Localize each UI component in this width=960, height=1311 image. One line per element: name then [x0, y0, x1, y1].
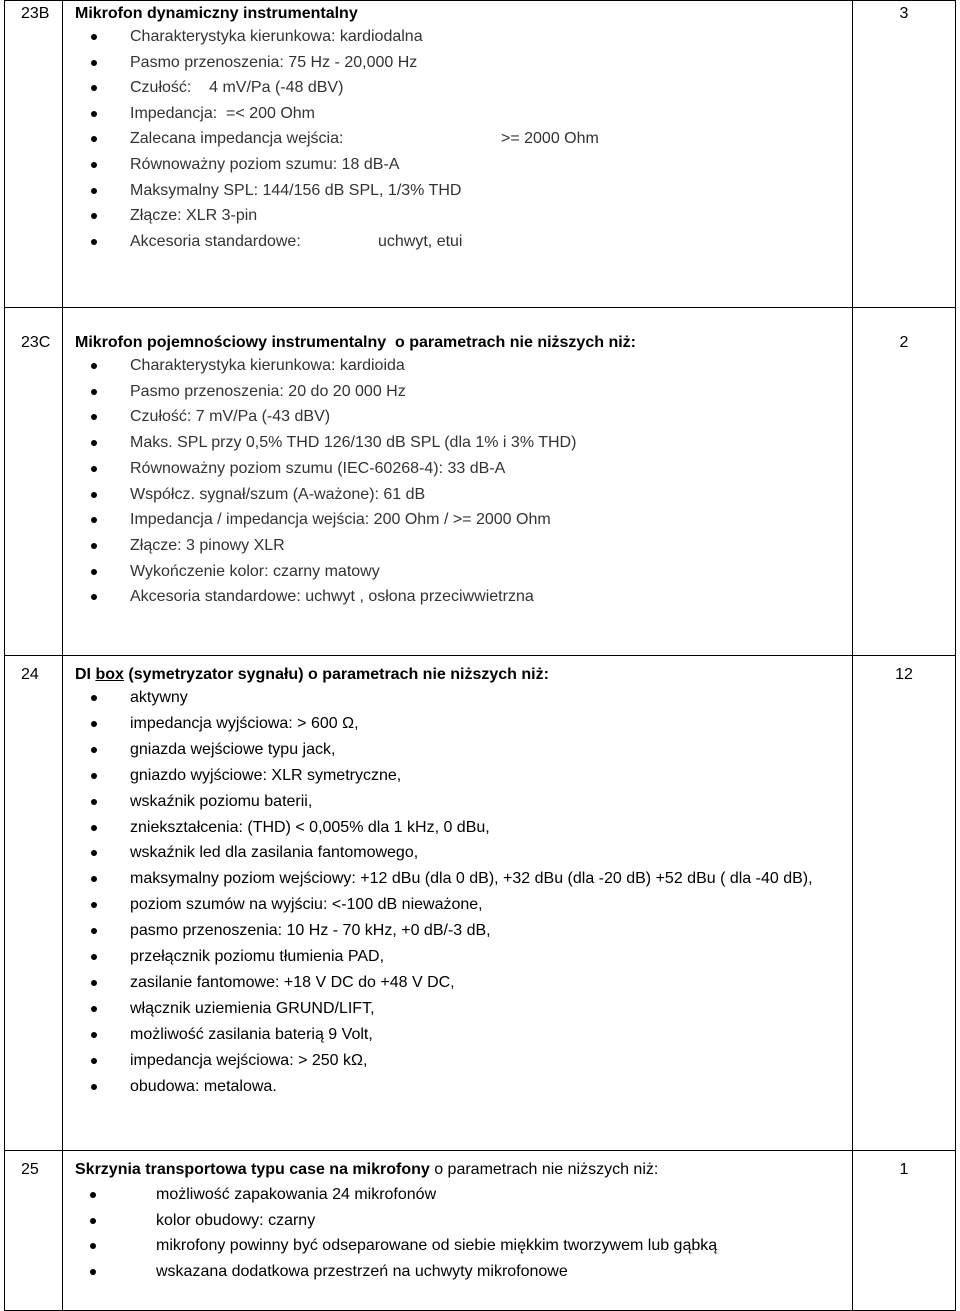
parameter-item: Maks. SPL przy 0,5% THD 126/130 dB SPL (dla 1% i 3% THD) — [130, 430, 852, 456]
item-description-cell — [63, 308, 853, 656]
parameter-list — [130, 685, 852, 1100]
parameter-item: aktywny — [130, 685, 852, 711]
parameter-item: zasilanie fantomowe: +18 V DC do +48 V DC, — [130, 970, 852, 996]
quantity-cell — [853, 1151, 956, 1311]
quantity-cell — [853, 308, 956, 656]
parameter-item: Złącze: XLR 3-pin — [130, 203, 852, 229]
parameter-item: impedancja wyjściowa: > 600 Ω, — [130, 711, 852, 737]
parameter-item: maksymalny poziom wejściowy: +12 dBu (dla 0 dB), +32 dBu (dla -20 dB) +52 dBu ( dla -40 dB), — [130, 866, 856, 892]
parameter-value: uchwyt, etui — [378, 232, 463, 250]
table-row — [5, 308, 956, 656]
parameter-item: możliwość zasilania baterią 9 Volt, — [130, 1022, 852, 1048]
parameter-item: kolor obudowy: czarny — [156, 1208, 852, 1234]
parameter-item: Równoważny poziom szumu (IEC-60268-4): 33 dB-A — [130, 456, 852, 482]
parameter-item: Charakterystyka kierunkowa: kardioida — [130, 353, 852, 379]
quantity: 12 — [895, 666, 913, 683]
parameter-item: przełącznik poziomu tłumienia PAD, — [130, 944, 852, 970]
item-number: 24 — [21, 666, 39, 683]
item-number-cell — [5, 656, 63, 1151]
parameter-item: Maksymalny SPL: 144/156 dB SPL, 1/3% THD — [130, 178, 852, 204]
item-title — [75, 1161, 852, 1179]
item-number: 25 — [21, 1161, 39, 1178]
parameter-item: Pasmo przenoszenia: 20 do 20 000 Hz — [130, 379, 852, 405]
parameter-item: obudowa: metalowa. — [130, 1074, 852, 1100]
quantity-cell — [853, 656, 956, 1151]
item-number-cell — [5, 308, 63, 656]
parameter-item: wskaźnik poziomu baterii, — [130, 789, 852, 815]
parameter-item: Pasmo przenoszenia: 75 Hz - 20,000 Hz — [130, 50, 852, 76]
parameter-item: wskazana dodatkowa przestrzeń na uchwyty mikrofonowe — [156, 1259, 852, 1285]
parameter-item: gniazda wejściowe typu jack, — [130, 737, 852, 763]
parameter-item: wskaźnik led dla zasilania fantomowego, — [130, 840, 852, 866]
parameter-label: Zalecana impedancja wejścia: — [130, 130, 344, 148]
parameter-value: >= 2000 Ohm — [501, 130, 599, 148]
parameter-item: impedancja wejściowa: > 250 kΩ, — [130, 1048, 852, 1074]
parameter-item: Współcz. sygnał/szum (A-ważone): 61 dB — [130, 482, 852, 508]
parameter-item — [130, 229, 852, 255]
item-title: Mikrofon dynamiczny instrumentalny — [75, 5, 358, 22]
specification-table — [4, 0, 956, 1311]
parameter-item: Akcesoria standardowe: uchwyt , osłona przeciwwietrzna — [130, 584, 852, 610]
quantity: 3 — [899, 5, 909, 22]
parameter-item: poziom szumów na wyjściu: <-100 dB nieważone, — [130, 892, 852, 918]
quantity: 1 — [899, 1161, 909, 1178]
parameter-item: Impedancja: =< 200 Ohm — [130, 101, 852, 127]
quantity: 2 — [899, 334, 909, 351]
item-title: Mikrofon pojemnościowy instrumentalny o parametrach nie niższych niż: — [75, 334, 636, 351]
parameter-item: zniekształcenia: (THD) < 0,005% dla 1 kHz, 0 dBu, — [130, 815, 852, 841]
item-title-part: (symetryzator sygnału) o parametrach nie niższych niż: — [128, 666, 549, 683]
parameter-item: możliwość zapakowania 24 mikrofonów — [156, 1182, 852, 1208]
table-row — [5, 656, 956, 1151]
parameter-item: Równoważny poziom szumu: 18 dB-A — [130, 152, 852, 178]
item-title-part: box — [95, 666, 124, 683]
parameter-item: Złącze: 3 pinowy XLR — [130, 533, 852, 559]
parameter-label: Akcesoria standardowe: — [130, 232, 301, 250]
parameter-list — [130, 353, 852, 610]
parameter-item: Impedancja / impedancja wejścia: 200 Ohm / >= 2000 Ohm — [130, 507, 852, 533]
item-title-part: DI — [75, 666, 91, 683]
item-description-cell — [63, 656, 853, 1151]
parameter-item: mikrofony powinny być odseparowane od siebie miękkim tworzywem lub gąbką — [156, 1233, 852, 1259]
item-number: 23C — [21, 334, 51, 351]
parameter-item: pasmo przenoszenia: 10 Hz - 70 kHz, +0 dB/-3 dB, — [130, 918, 852, 944]
item-title-bold: Skrzynia transportowa typu case na mikrofony — [75, 1161, 430, 1178]
item-title — [75, 666, 852, 684]
item-number-cell — [5, 1151, 63, 1311]
table-row — [5, 1151, 956, 1311]
item-description-cell — [63, 1151, 853, 1311]
parameter-item: Wykończenie kolor: czarny matowy — [130, 559, 852, 585]
parameter-list — [130, 24, 852, 254]
parameter-item: Czułość: 4 mV/Pa (-48 dBV) — [130, 75, 852, 101]
item-description-cell — [63, 1, 853, 308]
parameter-item: Charakterystyka kierunkowa: kardiodalna — [130, 24, 852, 50]
item-number-cell — [5, 1, 63, 308]
parameter-item: włącznik uziemienia GRUND/LIFT, — [130, 996, 852, 1022]
quantity-cell — [853, 1, 956, 308]
table-row — [5, 1, 956, 308]
item-title-normal: o parametrach nie niższych niż: — [429, 1161, 659, 1178]
parameter-item — [130, 126, 852, 152]
parameter-list — [156, 1182, 852, 1285]
item-number: 23B — [21, 5, 50, 22]
parameter-item: Czułość: 7 mV/Pa (-43 dBV) — [130, 404, 852, 430]
parameter-item: gniazdo wyjściowe: XLR symetryczne, — [130, 763, 852, 789]
